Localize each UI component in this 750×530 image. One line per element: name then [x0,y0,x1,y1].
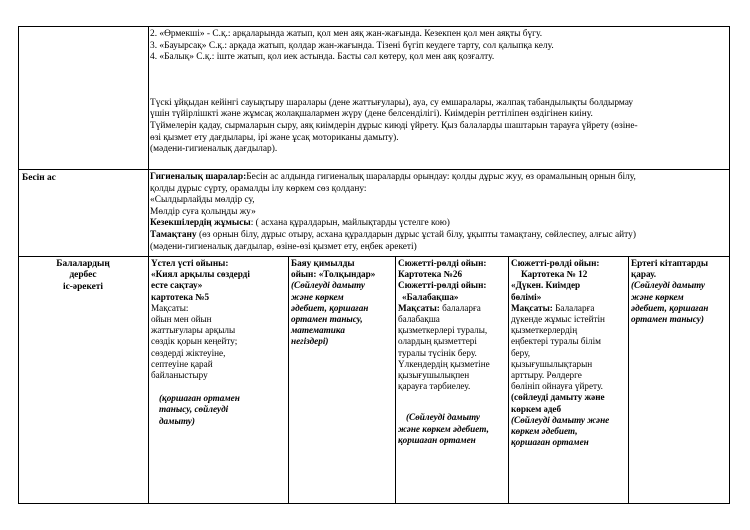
card-number: Картотека № 12 [521,269,588,280]
goal-line: қарауға тәрбиелеу. [398,381,471,392]
note-line: әдебиет, қоршаған [631,302,709,313]
note-line: дамыту) [159,415,195,426]
list-item: 4. «Балық» С.қ.: іште жатып, қол иек астында. Басты сәл көтеру, қол мен аяқ қозғалту. [150,52,495,63]
label-line: Балалардың [56,259,110,269]
paragraph-line: Түймелерін қадау, сырмаларын сыру, аяқ киімдерін дұрыс киюді үйрету. Қыз балаларды шаштарын тарауға үйрету (өзіне- [150,120,638,131]
goal-label: Мақсаты: [151,302,189,313]
poem-line: «Сылдырлайды мөлдір су, [150,195,255,206]
goal-line: сөздерді жіктеуіне, [151,347,226,358]
paragraph-line: (мәдени-гигиеналық дағдылар). [150,144,278,155]
note-line: қоршаған ортамен [398,434,476,445]
note-line: (қоршаған ортамен [159,393,240,404]
note-line: көркем әдебиет, [511,426,578,437]
activity-title: ойын: «Толқындар» [291,269,376,280]
note-line: ортамен танысу) [631,314,704,325]
eating-line: (мәдени-гигиеналық дағдылар, өзіне-өзі қызмет ету, еңбек әрекеті) [150,241,417,252]
eating-text: (өз орнын білу, дұрыс отыру, асхана құралдарын дұрыс ұстай білу, ұқыпты тамақтану, сөйлеспеу, алғыс айту) [196,229,636,240]
note-line: (Сөйлеуді дамыту [406,412,480,423]
note-line: (Сөйлеуді дамыту және [511,414,610,425]
row-divider [18,256,730,257]
activity-store-roleplay [511,258,627,448]
column-divider [628,256,629,504]
row-divider [18,169,730,170]
activity-kindergarten-roleplay [398,258,506,446]
goal-label: Мақсаты: [511,302,553,313]
exercise-list [150,29,728,156]
activity-title: «Балабақша» [402,291,459,302]
goal-line: қызығушылықтарын [511,358,593,369]
goal-line: жаттығулары арқылы [151,325,236,336]
activity-title: Ертегі кітаптарды [631,258,708,268]
activity-title: есте сақтау» [151,280,203,291]
goal-line: арттыру. Рөлдерге [511,370,582,381]
table-bottom-border [18,503,730,504]
list-item: 2. «Өрмекші» - С.қ.: арқаларында жатып, қол мен аяқ жан-жағында. Кезекпен қол мен аяқты бүгу. [150,29,543,39]
afternoon-snack-content [150,172,728,253]
goal-line: септеуіне қарай [151,358,213,369]
duty-title: Кезекшілердің жұмысы [150,218,251,229]
paragraph-line: Түскі ұйқыдан кейінгі сауықтыру шаралары (дене жаттығулары), ауа, су емшаралары, жалпақ табандылықты болдырмау [150,97,634,108]
row-label-afternoon-snack: Бесін ас [22,173,56,183]
goal-line: балаларға [439,302,481,313]
activity-title: «Киял арқылы сөздерді [151,269,250,280]
label-line: дербес [69,270,97,281]
activity-title: бөлімі» [511,291,542,302]
note-line: қоршаған ортамен [511,437,589,448]
goal-label: Мақсаты: [398,302,440,313]
note-line: әдебиет, қоршаған [291,302,369,313]
goal-line: Үлкендердің қызметіне [398,358,490,369]
note-line: негіздері) [291,336,329,347]
note-line: (сөйлеуді дамыту және [511,392,605,403]
note-line: (Сөйлеуді дамыту [631,280,705,291]
card-number: Картотека №26 [398,269,463,280]
goal-line: олардың қызметтері [398,336,477,347]
activity-fairy-tale-books [631,258,728,325]
activity-title: Сюжетті-рөлді ойын: [398,280,487,291]
label-column-border [148,26,149,504]
activity-title: Үстел үсті ойыны: [151,258,229,268]
note-line: (Сөйлеуді дамыту [291,280,365,291]
activity-title: қарау. [631,269,657,280]
activity-title: Баяу қимылды [291,258,355,268]
hygiene-line: қолды дұрыс сүрту, орамалды ілу көркем сөз қолдану: [150,183,367,194]
goal-line: еңбектері туралы білім [511,336,601,347]
goal-line: сөздік қорын кеңейту; [151,336,238,347]
goal-line: туралы түсінік беру. [398,347,477,358]
column-divider [288,256,289,504]
schedule-table [18,26,730,504]
goal-line: қызметкерлердің [511,325,578,336]
paragraph-line: үшін түйірлішкті және жұмсақ жолақшалармен жүру (дене белсенділігі). Киімдерін реттіліпен өздігінен киіну. [150,109,593,120]
activity-board-game [151,258,286,427]
paragraph-line: өзі қызмет ету дағдылары, ірі және ұсақ моториканы дамыту). [150,132,399,143]
row-label-independent-activity [18,259,148,293]
hygiene-title: Гигиеналық шаралар: [150,172,247,182]
table-top-border [18,26,730,27]
goal-line: дүкенде жұмыс істейтін [511,314,605,325]
eating-title: Тамақтану [150,229,197,240]
goal-line: Балаларға [552,302,595,313]
note-line: математика [291,325,345,336]
table-right-border [729,26,730,504]
note-line: және көркем [631,291,684,302]
goal-line: байланыстыру [151,370,208,381]
activity-title: Сюжетті-рөлді ойын: [511,258,600,268]
list-item: 3. «Бауырсақ» С.қ.: арқада жатып, қолдар жан-жағында. Тізені бүгіп кеудеге тарту, сол қалыпқа келу. [150,40,554,51]
goal-line: беру, [511,347,531,358]
activity-slow-game [291,258,393,348]
note-line: көркем әдеб [511,403,562,414]
note-line: танысу, сөйлеуді [159,404,229,415]
activity-title: «Дүкен. Киімдер [511,280,581,291]
goal-line: ойын мен ойын [151,314,212,325]
hygiene-text: Бесін ас алдында гигиеналық шараларды орындау: қолды дұрыс жуу, өз орамалының орнын білу, [246,172,636,182]
note-line: ортамен танысу, [291,314,363,325]
column-divider [508,256,509,504]
goal-line: қызығушылықпен [398,370,470,381]
poem-line: Мөлдір суға қолыңды жу» [150,206,256,217]
column-divider [395,256,396,504]
card-number: картотека №5 [151,291,210,302]
goal-line: балабақша [398,314,440,325]
goal-line: қызметкерлері туралы, [398,325,488,336]
note-line: және көркем әдебиет, [398,423,489,434]
label-line: іс-әрекеті [63,281,103,292]
goal-line: бөлініп ойнауға үйрету. [511,381,603,392]
note-line: және көркем [291,291,344,302]
activity-title: Сюжетті-рөлді ойын: [398,258,487,268]
duty-text: : ( асхана құралдарын, майлықтарды үстелге кою) [250,218,450,229]
